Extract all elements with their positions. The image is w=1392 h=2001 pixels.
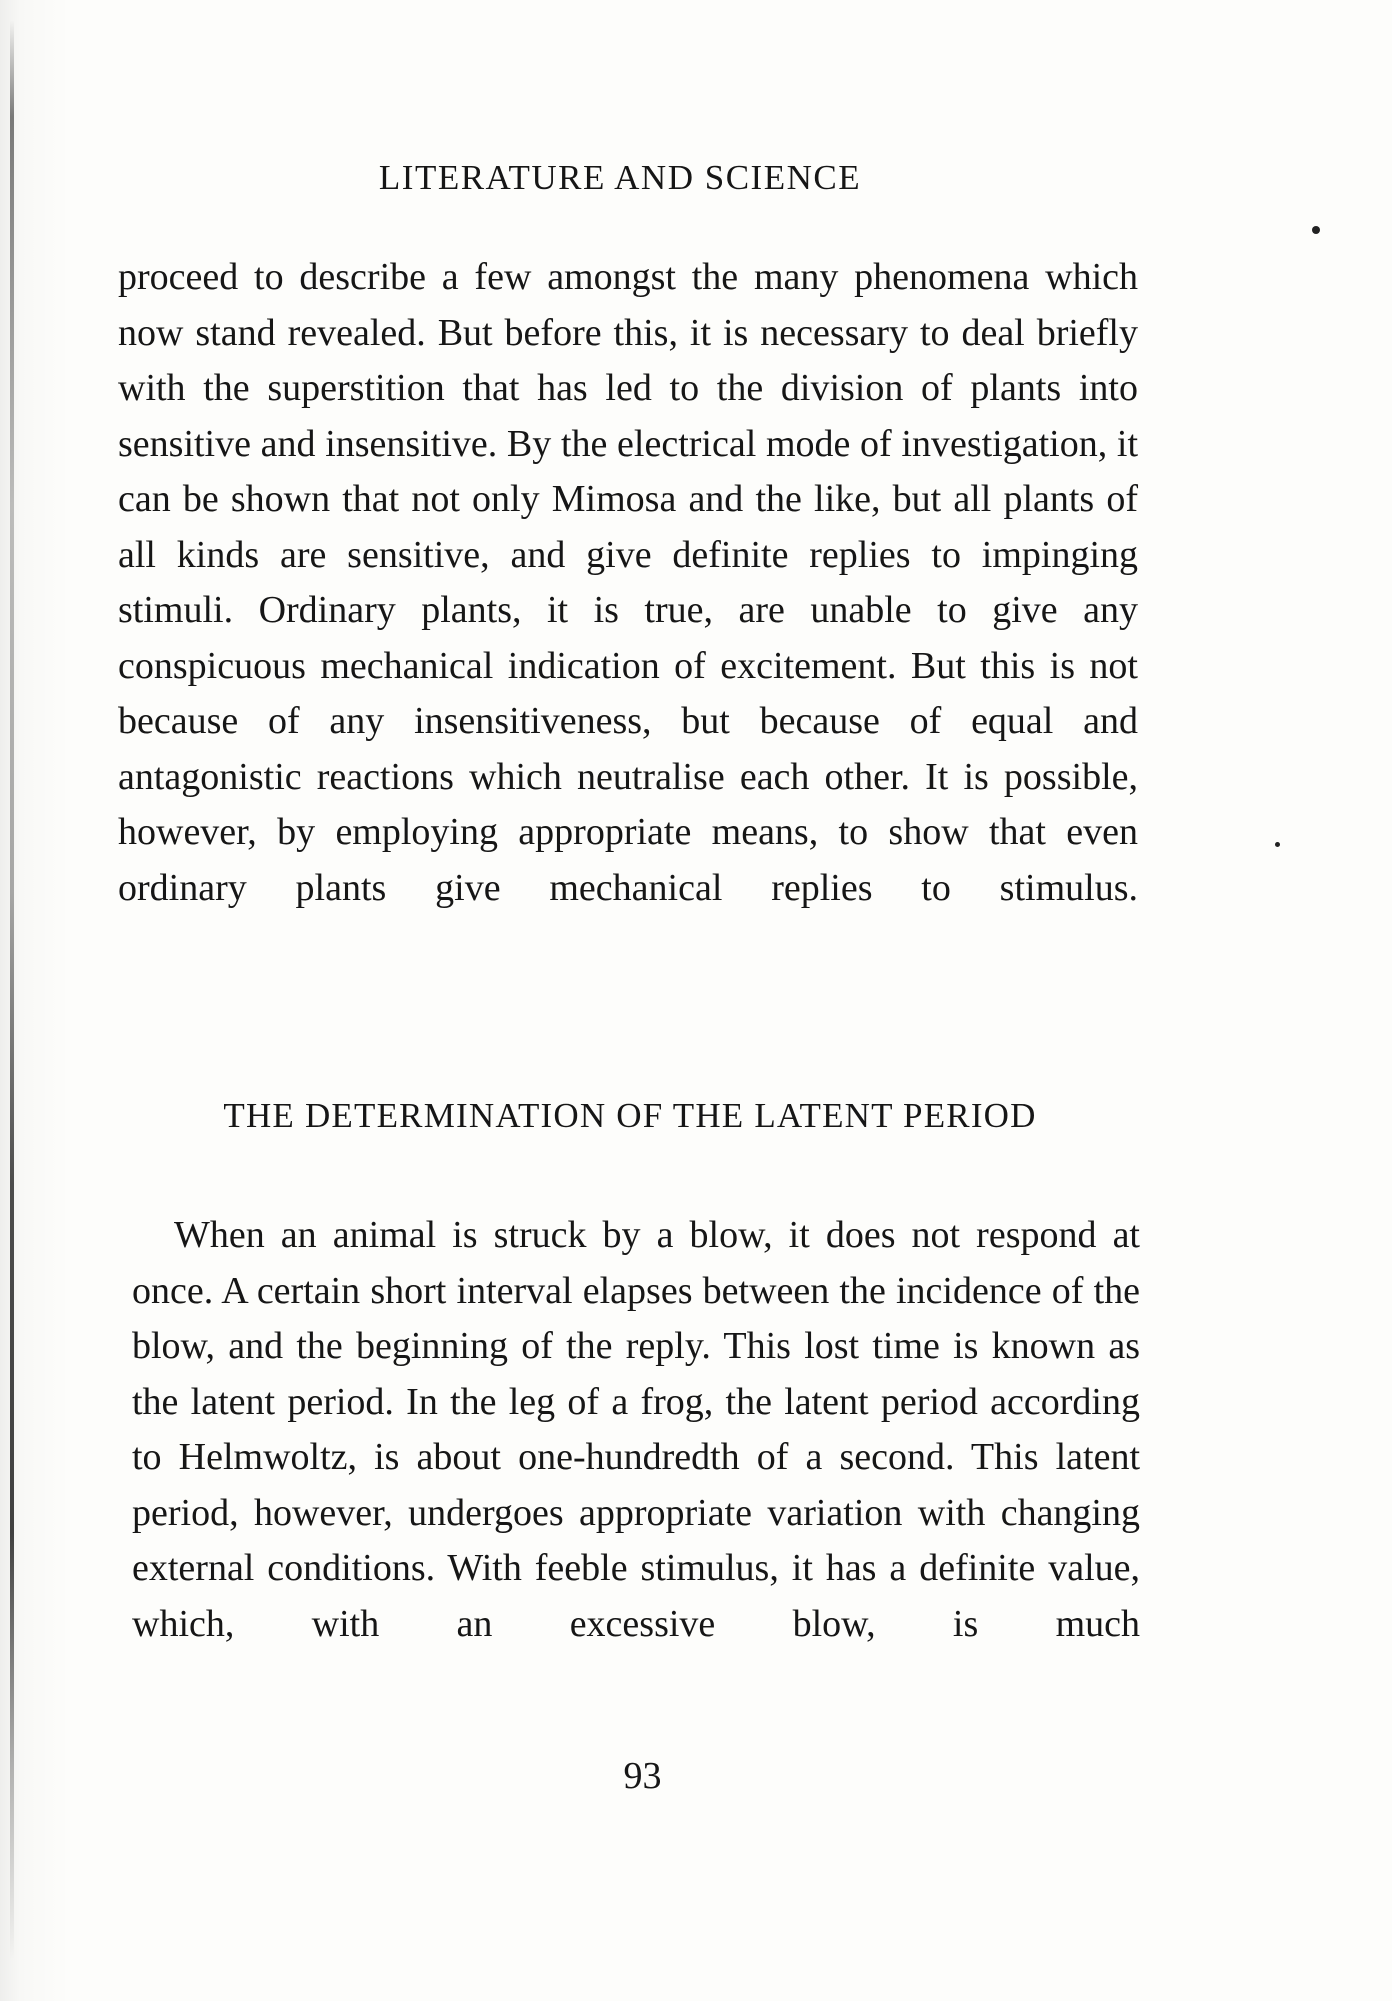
body-paragraph-1 <box>118 250 1138 916</box>
paragraph-text: When an animal is struck by a blow, it does not respond at once. A certain short interval elapses between the incidence of the blow, and the beginning of the reply. This lost time is known as the latent period. In the leg of a frog, the latent period according to Helmwoltz, is about one-hundredth of a second. This latent period, however, undergoes appropriate variation with changing external conditions. With feeble stimulus, it has a definite value, which, with an excessive blow, is much <box>132 1214 1140 1645</box>
section-heading: THE DETERMINATION OF THE LATENT PERIOD <box>223 1096 1037 1135</box>
page-number: 93 <box>623 1755 662 1797</box>
running-head: LITERATURE AND SCIENCE <box>378 158 862 197</box>
ink-speck <box>1275 842 1280 847</box>
paragraph-text: proceed to describe a few amongst the many phenomena which now stand revealed. But before this, it is necessary to deal briefly with the superstition that has led to the division of plants into sensitive and insensitive. By the electrical mode of investigation, it can be shown that not only Mimosa and the like, but all plants of all kinds are sensitive, and give definite replies to impinging stimuli. Ordinary plants, it is true, are unable to give any conspicuous mechanical indication of excitement. But this is not because of any insensitiveness, but because of equal and antagonistic reactions which neutralise each other. It is possible, however, by employing appropriate means, to show that even ordinary plants give mechanical replies to stimulus. <box>118 256 1138 909</box>
binding-edge-line <box>10 20 14 1960</box>
ink-speck <box>1312 226 1320 234</box>
body-paragraph-2 <box>132 1208 1140 1652</box>
